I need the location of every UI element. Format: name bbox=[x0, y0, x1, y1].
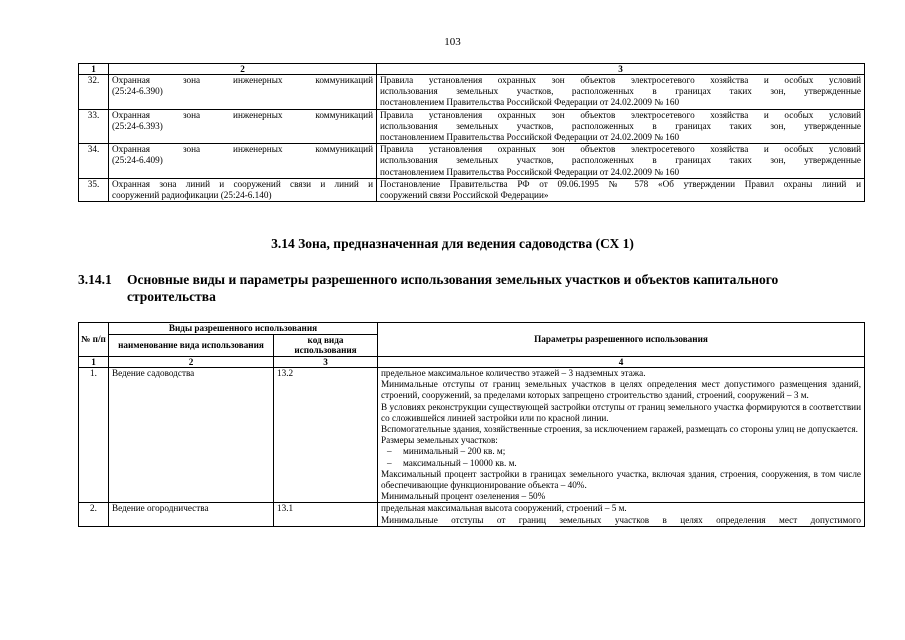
table-row bbox=[79, 109, 865, 144]
subsection-heading bbox=[78, 271, 864, 305]
header-code: код вида использования bbox=[274, 334, 378, 356]
zone-line: (25:24-6.390) bbox=[112, 86, 163, 97]
table-row bbox=[79, 368, 865, 503]
column-number: 1 bbox=[79, 64, 109, 75]
use-code: 13.2 bbox=[274, 368, 378, 503]
zone-line: Охранная зона инженерных коммуникаций bbox=[112, 144, 373, 155]
column-number: 1 bbox=[79, 356, 109, 368]
doc-line: сооружений связи Российской Федерации» bbox=[380, 190, 549, 201]
param-line: Минимальные отступы от границ земельных участков в целях определения мест допустимого размещения зданий, строений, сооружений, за пределами которых запрещено строительство зданий, строений, сооружений – 3 м. bbox=[381, 379, 861, 401]
param-line: предельное максимальное количество этажей – 3 надземных этажа. bbox=[381, 368, 646, 378]
table-row bbox=[79, 75, 865, 110]
use-name: Ведение огородничества bbox=[109, 503, 274, 526]
doc-line: использования земельных участков, расположенных в границах таких зон, утвержденные bbox=[380, 155, 861, 166]
doc-line: постановлением Правительства Российской Федерации от 24.02.2009 № 160 bbox=[380, 166, 680, 177]
document-cell bbox=[377, 178, 865, 201]
row-number: 34. bbox=[79, 144, 109, 179]
row-number: 2. bbox=[79, 503, 109, 526]
doc-line: Постановление Правительства РФ от 09.06.1995 № 578 «Об утверждении Правил охраны линий и bbox=[380, 178, 861, 189]
zone-cell bbox=[109, 109, 377, 144]
column-number: 2 bbox=[109, 356, 274, 368]
size-item bbox=[381, 446, 861, 457]
permitted-use-table bbox=[78, 322, 865, 527]
doc-line: использования земельных участков, расположенных в границах таких зон, утвержденные bbox=[380, 120, 861, 131]
param-line: В условиях реконструкции существующей застройки отступы от границ земельного участка формируются в соответствии со сложившейся линией застройки или по красной линии. bbox=[381, 401, 861, 423]
param-line: Вспомогательные здания, хозяйственные строения, за исключением гаражей, размещать со стороны улиц не допускается. bbox=[381, 424, 858, 435]
table-header-row bbox=[79, 64, 865, 75]
zone-line: (25:24-6.393) bbox=[112, 120, 163, 131]
doc-line: Правила установления охранных зон объектов электросетевого хозяйства и особых условий bbox=[380, 109, 861, 120]
param-line: Максимальный процент застройки в границах земельного участка, включая здания, строения, сооружения, в том числе обеспечивающие функционирование объекта – 40%. bbox=[381, 468, 861, 491]
zone-cell bbox=[109, 144, 377, 179]
subsection-title-line: Основные виды и параметры разрешенного использования земельных участков и объектов капитального bbox=[127, 272, 779, 287]
zone-line: Охранная зона линий и сооружений связи и линий и bbox=[112, 178, 373, 189]
row-number: 32. bbox=[79, 75, 109, 110]
table-header-row bbox=[79, 356, 865, 368]
document-cell bbox=[377, 75, 865, 110]
zone-cell bbox=[109, 75, 377, 110]
doc-line: постановлением Правительства Российской Федерации от 24.02.2009 № 160 bbox=[380, 97, 680, 108]
column-number: 2 bbox=[109, 64, 377, 75]
document-cell bbox=[377, 144, 865, 179]
section-title: 3.14 Зона, предназначенная для ведения садоводства (СХ 1) bbox=[271, 236, 634, 251]
doc-line: постановлением Правительства Российской Федерации от 24.02.2009 № 160 bbox=[380, 132, 680, 143]
column-number: 3 bbox=[377, 64, 865, 75]
subsection-number: 3.14.1 bbox=[78, 272, 112, 287]
row-number: 1. bbox=[79, 368, 109, 503]
table-row bbox=[79, 503, 865, 526]
param-line: предельная максимальная высота сооружений, строений – 5 м. bbox=[381, 503, 627, 514]
params-cell bbox=[378, 503, 865, 526]
zone-line: сооружений радиофикации (25:24-6.140) bbox=[112, 190, 272, 201]
page-number: 103 bbox=[444, 36, 461, 48]
row-number: 33. bbox=[79, 109, 109, 144]
size-text: минимальный – 200 кв. м; bbox=[403, 446, 506, 457]
param-line: Минимальный процент озеленения – 50% bbox=[381, 491, 546, 502]
protection-zones-table bbox=[78, 63, 865, 202]
header-name: наименование вида использования bbox=[109, 334, 274, 356]
document-cell bbox=[377, 109, 865, 144]
param-line: Минимальные отступы от границ земельных участков в целях определения мест допустимого bbox=[381, 514, 861, 525]
param-line: Размеры земельных участков: bbox=[381, 435, 498, 446]
use-code: 13.1 bbox=[274, 503, 378, 526]
zone-line: Охранная зона инженерных коммуникаций bbox=[112, 75, 373, 85]
zone-line: Охранная зона инженерных коммуникаций bbox=[112, 109, 373, 120]
dash-bullet: – bbox=[387, 457, 392, 468]
header-kinds: Виды разрешенного использования bbox=[109, 323, 378, 335]
subsection-title-line: строительства bbox=[127, 289, 216, 304]
table-row bbox=[79, 178, 865, 201]
zone-cell bbox=[109, 178, 377, 201]
dash-bullet: – bbox=[387, 446, 392, 457]
size-item bbox=[381, 458, 861, 469]
params-cell bbox=[378, 368, 865, 503]
zone-line: (25:24-6.409) bbox=[112, 155, 163, 166]
column-number: 3 bbox=[274, 356, 378, 368]
doc-line: Правила установления охранных зон объектов электросетевого хозяйства и особых условий bbox=[380, 144, 861, 155]
table-row bbox=[79, 144, 865, 179]
doc-line: Правила установления охранных зон объектов электросетевого хозяйства и особых условий bbox=[380, 75, 861, 85]
header-params: Параметры разрешенного использования bbox=[378, 323, 865, 357]
row-number: 35. bbox=[79, 178, 109, 201]
doc-line: использования земельных участков, расположенных в границах таких зон, утвержденные bbox=[380, 86, 861, 97]
size-text: максимальный – 10000 кв. м. bbox=[403, 457, 517, 468]
use-name: Ведение садоводства bbox=[109, 368, 274, 503]
table-header-row bbox=[79, 323, 865, 335]
column-number: 4 bbox=[378, 356, 865, 368]
header-num: № п/п bbox=[79, 323, 109, 357]
